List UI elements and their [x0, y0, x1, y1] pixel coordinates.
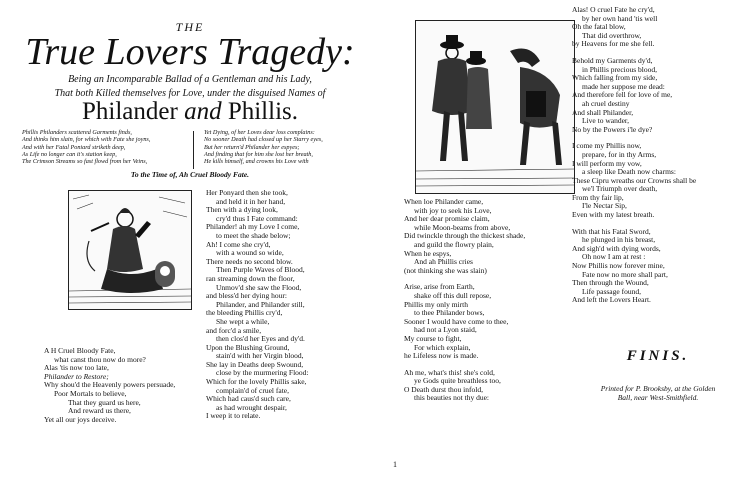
verse-line: Did twinckle through the thickest shade,	[404, 231, 526, 241]
verse-line: She lay in Deaths deep Swound,	[206, 359, 304, 369]
verse-line: My course to fight,	[404, 333, 462, 343]
verse-line: Which for the lovely Phillis sake,	[206, 377, 307, 387]
verse-line: Sooner I would have come to thee,	[404, 316, 509, 326]
argument-line: No sooner Death had closed up her Starry eyes,	[204, 136, 323, 144]
verse-line: by Heavens for me she fell.	[572, 39, 655, 49]
verse-line: Her Ponyard then she took,	[206, 188, 288, 197]
page-number: 1	[393, 460, 397, 469]
imprint-line: Ball, near West-Smithfield.	[617, 393, 699, 402]
verse-line: Phillis my only mirth	[404, 299, 468, 309]
verse-line: and held it in her hand,	[216, 196, 286, 206]
verse-line: and bless'd her dying hour:	[206, 291, 287, 301]
verse-line: Then Purple Waves of Blood,	[216, 265, 305, 275]
verse-line: complain'd of cruel fate,	[216, 385, 289, 395]
verse-line: And shall Philander,	[572, 107, 634, 117]
verse-line: I'le Nectar Sip,	[582, 201, 627, 211]
verse-line: Yet all our joys deceive.	[44, 414, 117, 424]
subtitle-line-2: That both Killed themselves for Love, under the disguised Names of	[54, 88, 326, 99]
verse-line: From thy fair lip,	[572, 192, 624, 202]
verse-line: with a wound so wide,	[216, 248, 284, 258]
verse-line: he Lifeless now is made.	[404, 351, 479, 361]
woodcut-man-horse-illustration	[415, 20, 575, 194]
verse-line: we'l Triumph over death,	[582, 184, 658, 194]
verse-line: cry'd thus I Fate command:	[216, 213, 298, 223]
verse-line: ye Gods quite breathless too,	[414, 376, 501, 386]
argument-line: And finding that for him she lost her breath,	[204, 150, 313, 158]
verse-line: Which had caus'd such care,	[206, 394, 291, 404]
argument-line: The Crimson Streams so fast flowd from her Veins,	[22, 158, 148, 166]
verse-line: Now Phillis now forever mine,	[572, 261, 665, 271]
first-stanza	[44, 347, 204, 424]
verse-line: close by the murmering Flood:	[216, 368, 309, 378]
verse-line: a sleep like Death now charms:	[582, 167, 676, 177]
verse-line: I will perform my vow,	[572, 158, 642, 168]
verse-line: Alas! O cruel Fate he cry'd,	[572, 5, 655, 14]
verse-line: by her own hand 'tis well	[582, 13, 658, 23]
woman-woodcut-icon	[69, 191, 191, 309]
verse-line: Philander, and Philander still,	[216, 299, 305, 309]
name-phillis: Phillis.	[227, 98, 298, 125]
imprint-line: Printed for P. Brooksby, at the Golden	[600, 384, 716, 393]
verse-line: made her suppose me dead:	[582, 81, 665, 91]
verse-line: That they guard us here,	[68, 397, 141, 407]
right-page	[380, 0, 746, 480]
verse-line: Alas 'tis now too late,	[44, 363, 109, 373]
verse-line: Then through the Wound,	[572, 278, 649, 288]
verse-line: and guild the flowry plain,	[414, 239, 494, 249]
argument-line: But her return'd Philander her espyes;	[204, 143, 300, 151]
title-the: THE	[175, 20, 205, 34]
verse-line: with joy to seek his Love,	[414, 205, 492, 215]
verse-line: I come my Phillis now,	[572, 141, 642, 151]
verse-line: Ah! I come she cry'd,	[206, 239, 271, 249]
verse-line: had not a Lyon staid,	[414, 325, 477, 335]
verse-line: prepare, for in thy Arms,	[582, 149, 657, 159]
verse-line: O Death durst thou infold,	[404, 384, 483, 394]
verse-line: Then with a dying look,	[206, 205, 278, 215]
verse-line: I weep it to relate.	[206, 411, 261, 421]
verse-line: With that his Fatal Sword,	[572, 226, 651, 236]
argument-divider	[193, 131, 194, 169]
argument-line: He kills himself, and crowns his Love with	[204, 158, 309, 166]
verse-line: Ah me, what's this! she's cold,	[404, 367, 495, 377]
verse-line: Philander! ah my Love I come,	[206, 222, 300, 232]
name-and: and	[184, 98, 222, 125]
left-column-2	[206, 189, 376, 421]
verse-line: to meet the shade below;	[216, 230, 291, 240]
verse-line: while Moon-beams from above,	[414, 222, 511, 232]
verse-line: When loe Philander came,	[404, 197, 484, 206]
argument-right-column	[204, 129, 374, 165]
verse-line: And reward us there,	[68, 406, 131, 416]
verse-line: These Cipru wreaths our Crowns shall be	[572, 175, 697, 185]
verse-line: Live to wander,	[582, 116, 629, 126]
verse-line: Life passage found,	[582, 286, 641, 296]
argument-line: And with her Fatal Poniard striketh deep,	[22, 143, 126, 151]
woodcut-woman-illustration	[68, 190, 192, 310]
verse-line: Even with my latest breath.	[572, 210, 655, 220]
verse-line: Arise, arise from Earth,	[404, 282, 475, 292]
verse-line: Behold my Garments dy'd,	[572, 55, 653, 65]
verse-line: Why shou'd the Heavenly powers persuade,	[44, 380, 176, 390]
verse-line: Poor Mortals to believe,	[54, 388, 127, 398]
verse-line: Oh the fatal blow,	[572, 22, 626, 32]
verse-line: And sigh'd with dying words,	[572, 243, 661, 253]
verse-line: Which falling from my side,	[572, 73, 658, 83]
verse-line: Oh now I am at rest :	[582, 252, 646, 262]
verse-line: And her dear promise claim,	[404, 214, 490, 224]
verse-line: Upon the Blushing Ground,	[206, 342, 290, 352]
argument-line: As Life no longer can it's station keep,	[22, 150, 117, 158]
verse-line: Unmov'd she saw the Flood,	[216, 282, 302, 292]
verse-line: the bleeding Phillis cry'd,	[206, 308, 283, 318]
verse-line: That did overthrow,	[582, 30, 642, 40]
verse-line: to thee Philander bows,	[414, 308, 485, 318]
verse-line: (not thinking she was slain)	[404, 265, 487, 275]
ballad-title: True Lovers Tragedy:	[25, 31, 355, 73]
argument-line: Yet Dying, of her Loves dear loss complains:	[204, 129, 315, 136]
imprint	[572, 384, 744, 402]
verse-line: No by the Powers i'le dye?	[572, 124, 653, 134]
verse-line: he plunged in his breast,	[582, 235, 656, 245]
verse-line: and forc'd a smile,	[206, 325, 262, 335]
verse-line: then clos'd her Eyes and dy'd.	[216, 334, 305, 344]
verse-line: She wept a while,	[216, 316, 270, 326]
verse-line: shake off this dull repose,	[414, 290, 492, 300]
argument-line: Phillis Philanders scattered Garments finds,	[22, 129, 132, 136]
verse-line: in Phillis precious blood,	[582, 64, 657, 74]
right-column-1	[404, 198, 574, 403]
verse-line: For which explain,	[414, 342, 471, 352]
verse-line: And left the Lovers Heart.	[572, 295, 651, 305]
verse-line: And ah Phillis cries	[414, 257, 473, 267]
lovers-names	[0, 99, 380, 125]
tune-line: To the Time of, Ah Cruel Bloody Fate.	[130, 170, 250, 179]
verse-line: ah cruel destiny	[582, 98, 630, 108]
verse-line: stain'd with her Virgin blood,	[216, 351, 304, 361]
man-horse-woodcut-icon	[416, 21, 574, 193]
name-philander: Philander	[82, 98, 178, 125]
verse-line: what canst thou now do more?	[54, 354, 146, 364]
verse-line: When he espys,	[404, 248, 452, 258]
verse-line: And therefore fell for love of me,	[572, 90, 673, 100]
argument-left-column	[22, 129, 192, 165]
verse-line: There needs no second blow.	[206, 256, 293, 266]
right-column-2	[572, 6, 744, 305]
verse-line: Fate now no more shall part,	[582, 269, 668, 279]
verse-line: Philander to Restore;	[44, 371, 109, 381]
verse-line: as had wrought despair,	[216, 402, 287, 412]
verse-line: this beauties not thy due:	[414, 393, 489, 403]
argument-line: And thinks him slain, for which with Fate she joyns,	[22, 136, 151, 144]
verse-line: A H Cruel Bloody Fate,	[44, 346, 116, 355]
verse-line: ran streaming down the floor,	[206, 273, 295, 283]
subtitle-line-1: Being an Incomparable Ballad of a Gentleman and his Lady,	[68, 74, 312, 85]
finis-heading: FINIS.	[626, 348, 690, 364]
